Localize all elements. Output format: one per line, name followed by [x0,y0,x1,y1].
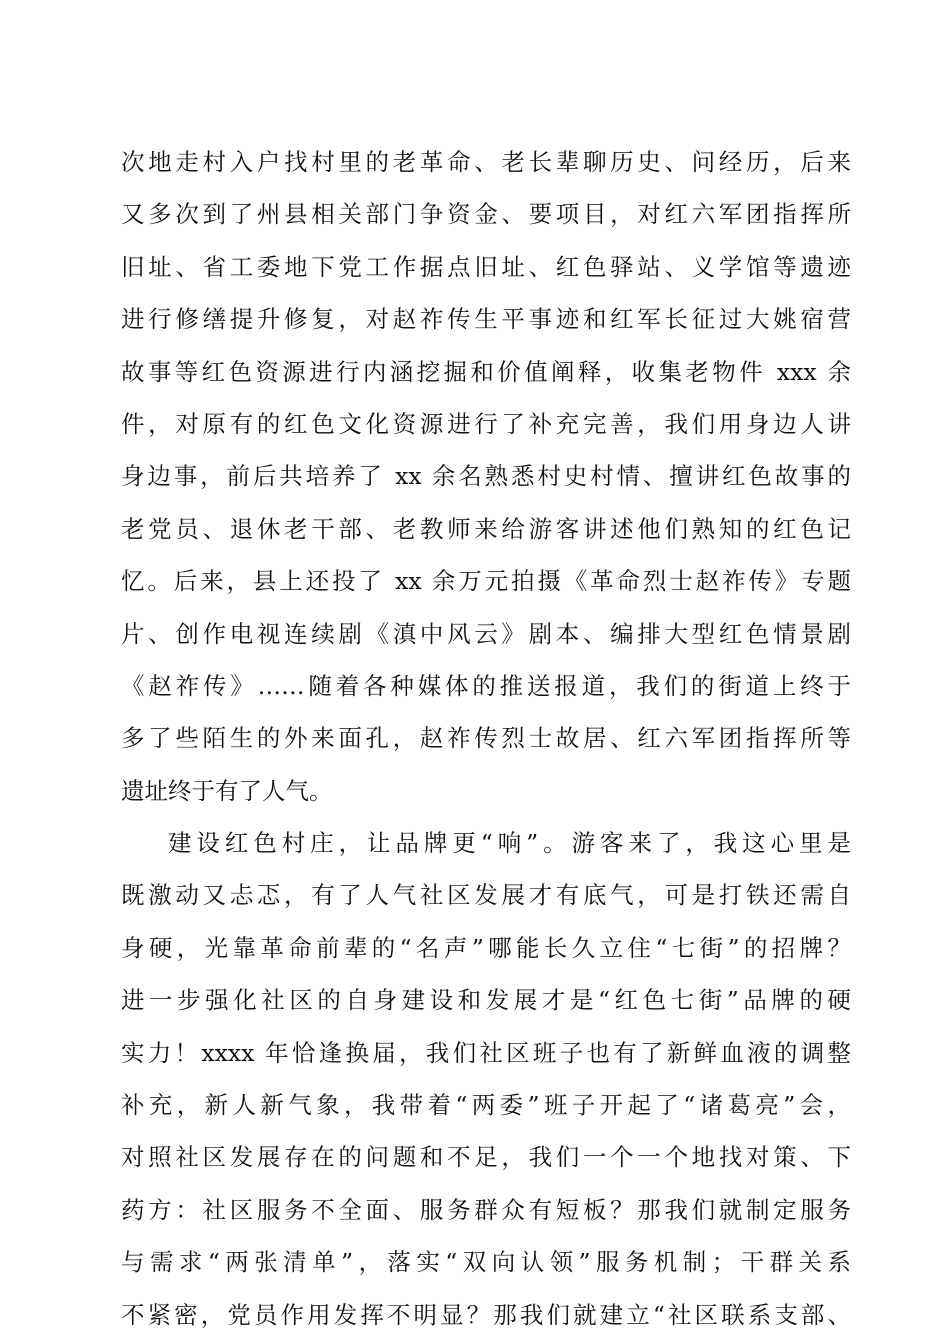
text-line: 实力！xxxx 年恰逢换届，我们社区班子也有了新鲜血液的调整 [121,1038,851,1067]
body-text [121,136,851,1341]
text-line: 身边事，前后共培养了 xx 余名熟悉村史村情、擅讲红色故事的 [121,462,851,491]
text-line: 忆。后来，县上还投了 xx 余万元拍摄《革命烈士赵祚传》专题 [121,567,851,596]
text-line: 进行修缮提升修复，对赵祚传生平事迹和红军长征过大姚宿营 [121,305,851,334]
text-line: 《赵祚传》……随着各种媒体的推送报道，我们的街道上终于 [121,671,851,700]
text-line: 药方：社区服务不全面、服务群众有短板？那我们就制定服务 [121,1195,851,1224]
text-line: 进一步强化社区的自身建设和发展才是“红色七街”品牌的硬 [121,986,851,1015]
text-line: 既激动又忐忑，有了人气社区发展才有底气，可是打铁还需自 [121,881,851,910]
text-line: 老党员、退休老干部、老教师来给游客讲述他们熟知的红色记 [121,514,851,543]
text-line: 对照社区发展存在的问题和不足，我们一个一个地找对策、下 [121,1143,851,1172]
text-line: 与需求“两张清单”，落实“双向认领”服务机制；干群关系 [121,1248,851,1277]
text-line: 不紧密，党员作用发挥不明显？那我们就建立“社区联系支部、 [121,1300,851,1329]
text-line: 补充，新人新气象，我带着“两委”班子开起了“诸葛亮”会， [121,1091,851,1120]
text-line: 片、创作电视连续剧《滇中风云》剧本、编排大型红色情景剧 [121,619,851,648]
text-line: 又多次到了州县相关部门争资金、要项目，对红六军团指挥所 [121,200,851,229]
text-line: 旧址、省工委地下党工作据点旧址、红色驿站、义学馆等遗迹 [121,252,851,281]
text-line: 次地走村入户找村里的老革命、老长辈聊历史、问经历，后来 [121,148,851,176]
paragraph-start-line: 建设红色村庄，让品牌更“响”。游客来了，我这心里是 [168,829,851,858]
text-line: 件，对原有的红色文化资源进行了补充完善，我们用身边人讲 [121,409,851,438]
paragraph-end-line: 遗址终于有了人气。 [121,776,333,805]
text-line: 多了些陌生的外来面孔，赵祚传烈士故居、红六军团指挥所等 [121,724,851,753]
text-line: 身硬，光靠革命前辈的“名声”哪能长久立住“七街”的招牌？ [121,933,851,962]
text-line: 故事等红色资源进行内涵挖掘和价值阐释，收集老物件 xxx 余 [121,357,851,386]
